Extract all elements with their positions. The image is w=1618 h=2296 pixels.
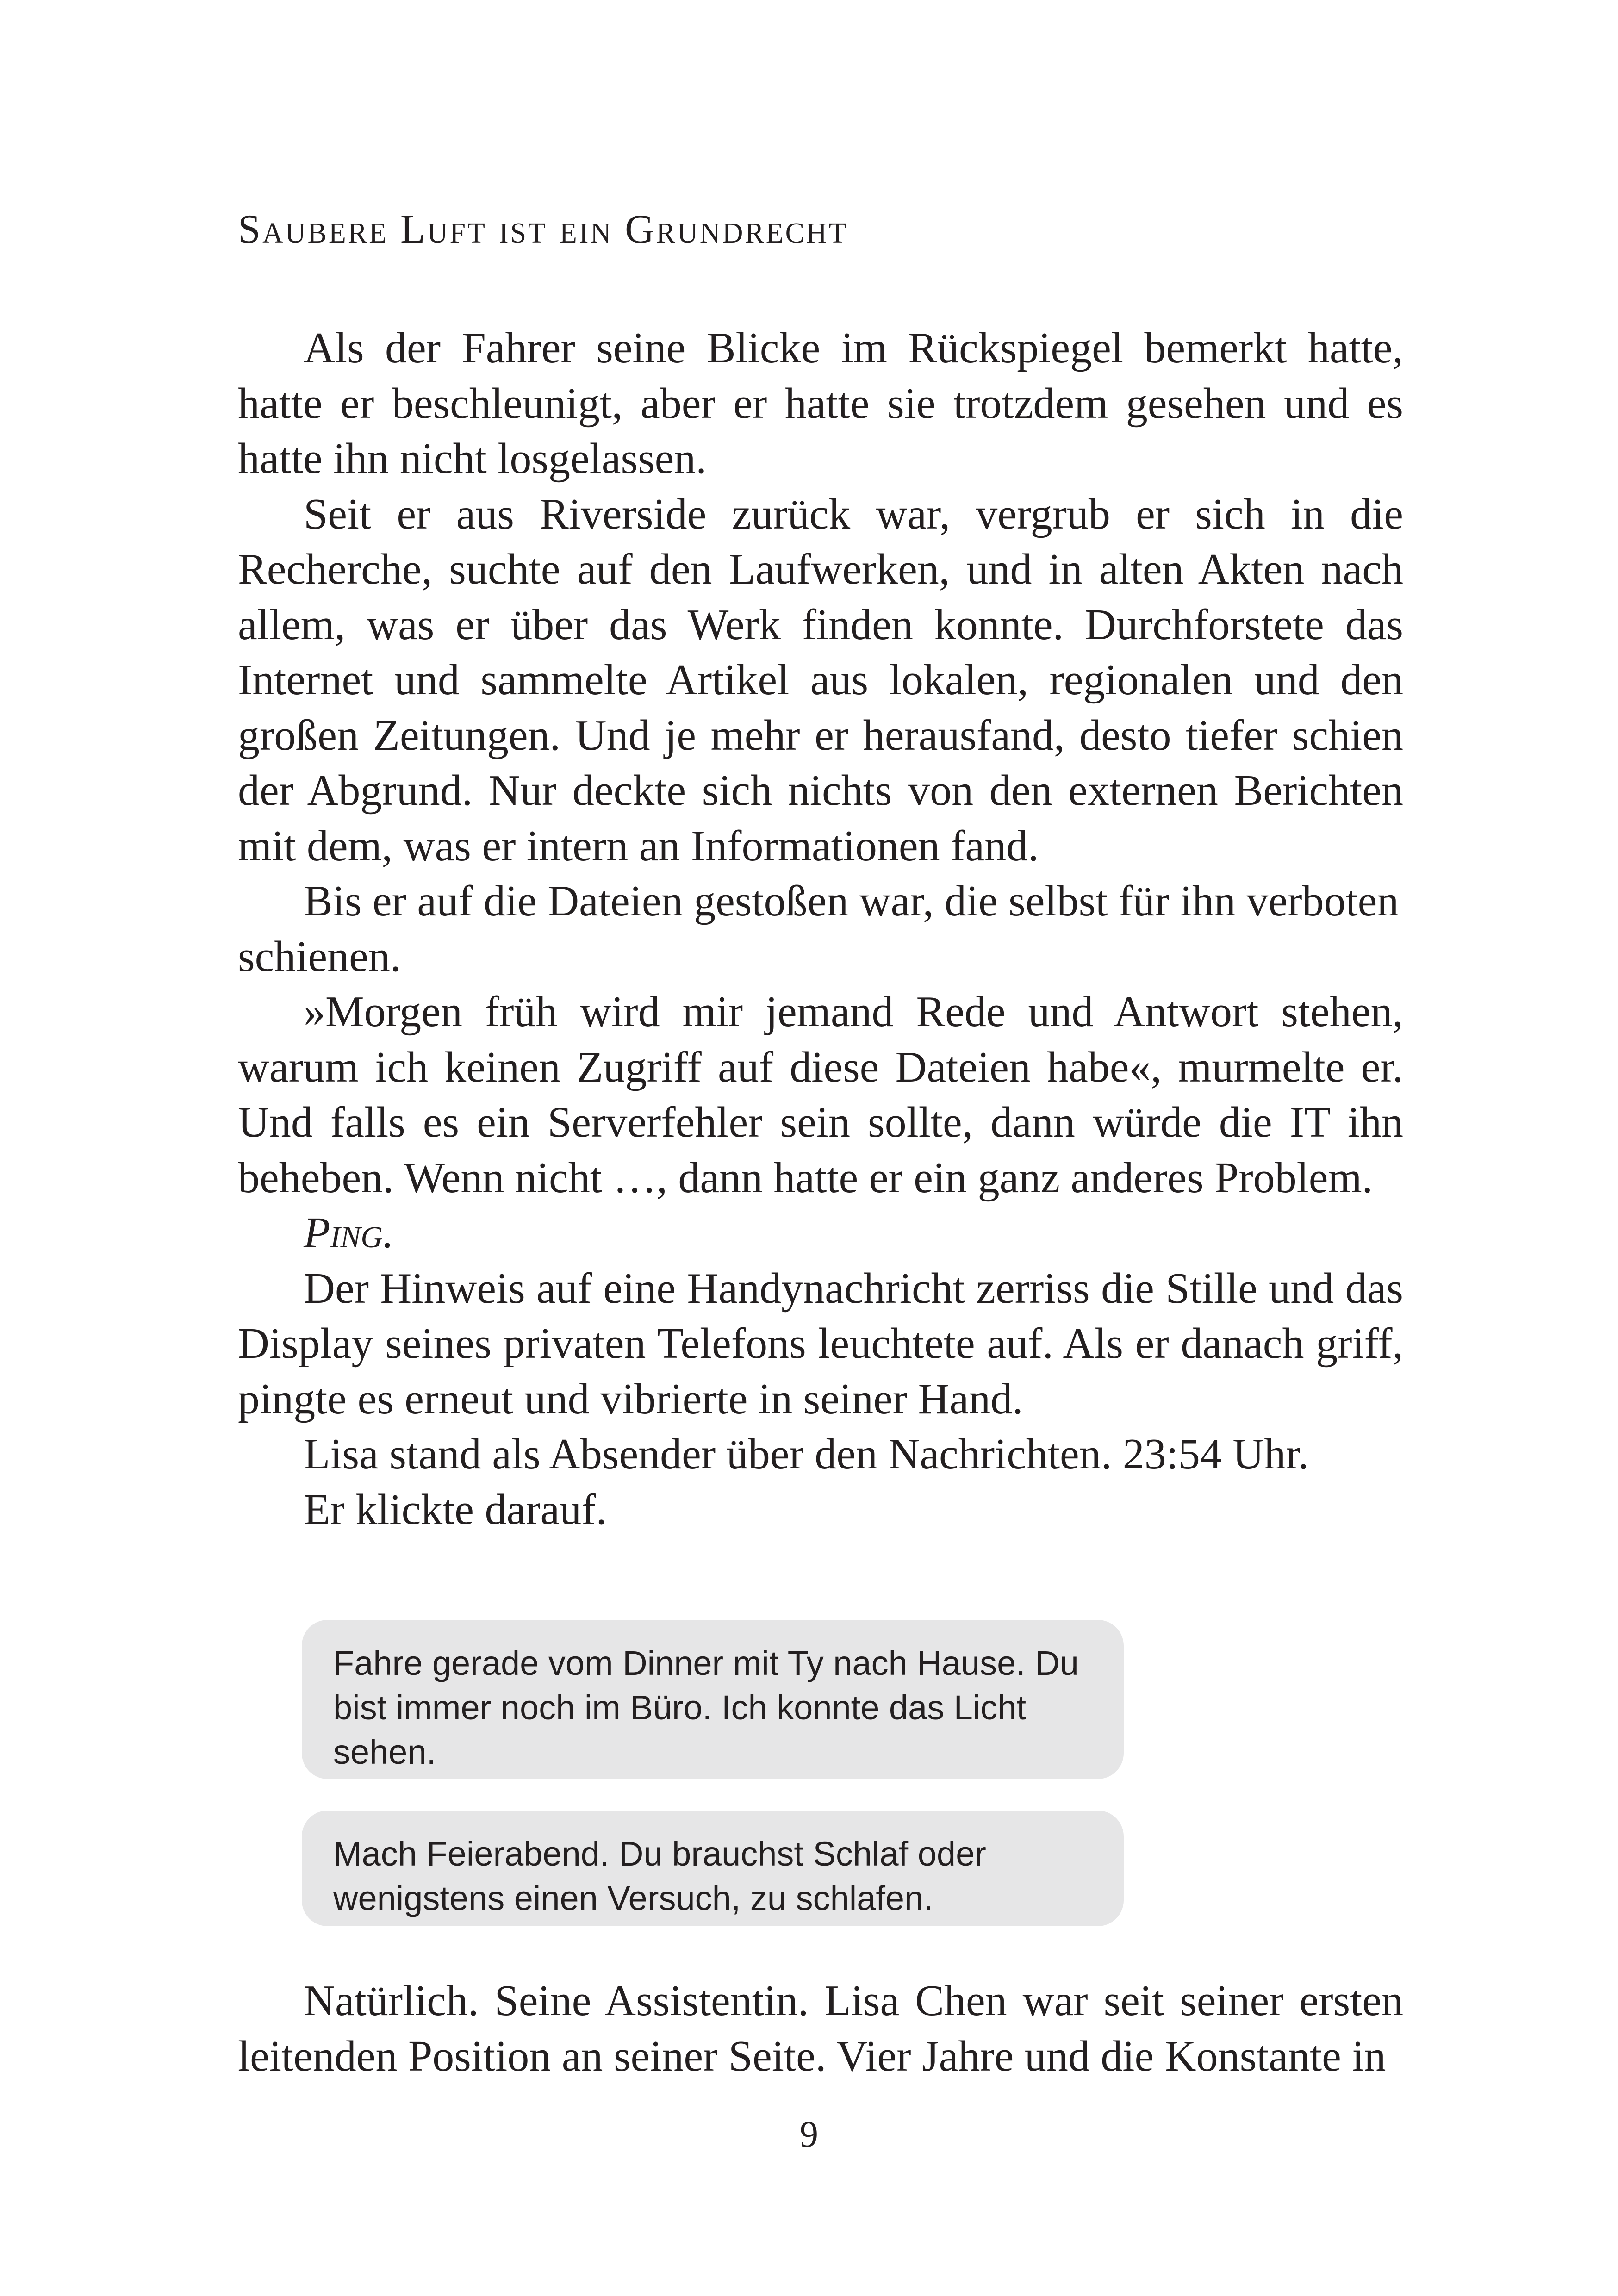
page-number: 9: [800, 2114, 818, 2155]
paragraph-ping: [238, 1206, 1403, 1261]
paragraph: Er klickte darauf.: [304, 1485, 607, 1534]
paragraph: Der Hinweis auf eine Handynachricht zerriss die Stille und das Display seines privaten Telefons leuchtete auf. Als er danach griff, pingte es erneut und vibrierte in seiner Hand.: [238, 1264, 1403, 1423]
paragraph: Natürlich. Seine Assistentin. Lisa Chen war seit seiner ersten leitenden Position an seiner Seite. Vier Jahre und die Konstante in: [238, 1977, 1403, 2080]
message-bubble: Fahre gerade vom Dinner mit Ty nach Hause. Du bist immer noch im Büro. Ich konnte das Licht sehen.: [302, 1620, 1124, 1779]
paragraph: »Morgen früh wird mir jemand Rede und Antwort stehen, warum ich keinen Zugriff auf diese Dateien habe«, murmelte er. Und falls es ein Serverfehler sein sollte, dann würde die IT ihn beheben. Wenn nicht …, dann hatte er ein ganz anderes Problem.: [238, 988, 1403, 1202]
running-head: Saubere Luft ist ein Grundrecht: [238, 207, 848, 252]
paragraph: Als der Fahrer seine Blicke im Rückspiegel bemerkt hatte, hatte er beschleunigt, aber er hatte sie trotzdem gesehen und es hatte ihn nicht losgelassen.: [238, 324, 1403, 483]
paragraph: Bis er auf die Dateien gestoßen war, die selbst für ihn verboten schienen.: [238, 877, 1399, 981]
body-text-bottom: [238, 1973, 1403, 2084]
ping-word: Ping.: [304, 1209, 394, 1257]
paragraph: Lisa stand als Absender über den Nachrichten. 23:54 Uhr.: [304, 1430, 1309, 1478]
message-bubble: Mach Feierabend. Du brauchst Schlaf oder wenigstens einen Versuch, zu schlafen.: [302, 1811, 1124, 1926]
paragraph: Seit er aus Riverside zurück war, vergrub er sich in die Recherche, suchte auf den Laufwerken, und in alten Akten nach allem, was er über das Werk finden konnte. Durchforstete das Internet und sammelte Artikel aus lokalen, regionalen und den großen Zeitungen. Und je mehr er herausfand, desto tiefer schien der Abgrund. Nur deckte sich nichts von den externen Berichten mit dem, was er intern an Informationen fand.: [238, 490, 1403, 870]
body-text-top: [238, 321, 1403, 1537]
